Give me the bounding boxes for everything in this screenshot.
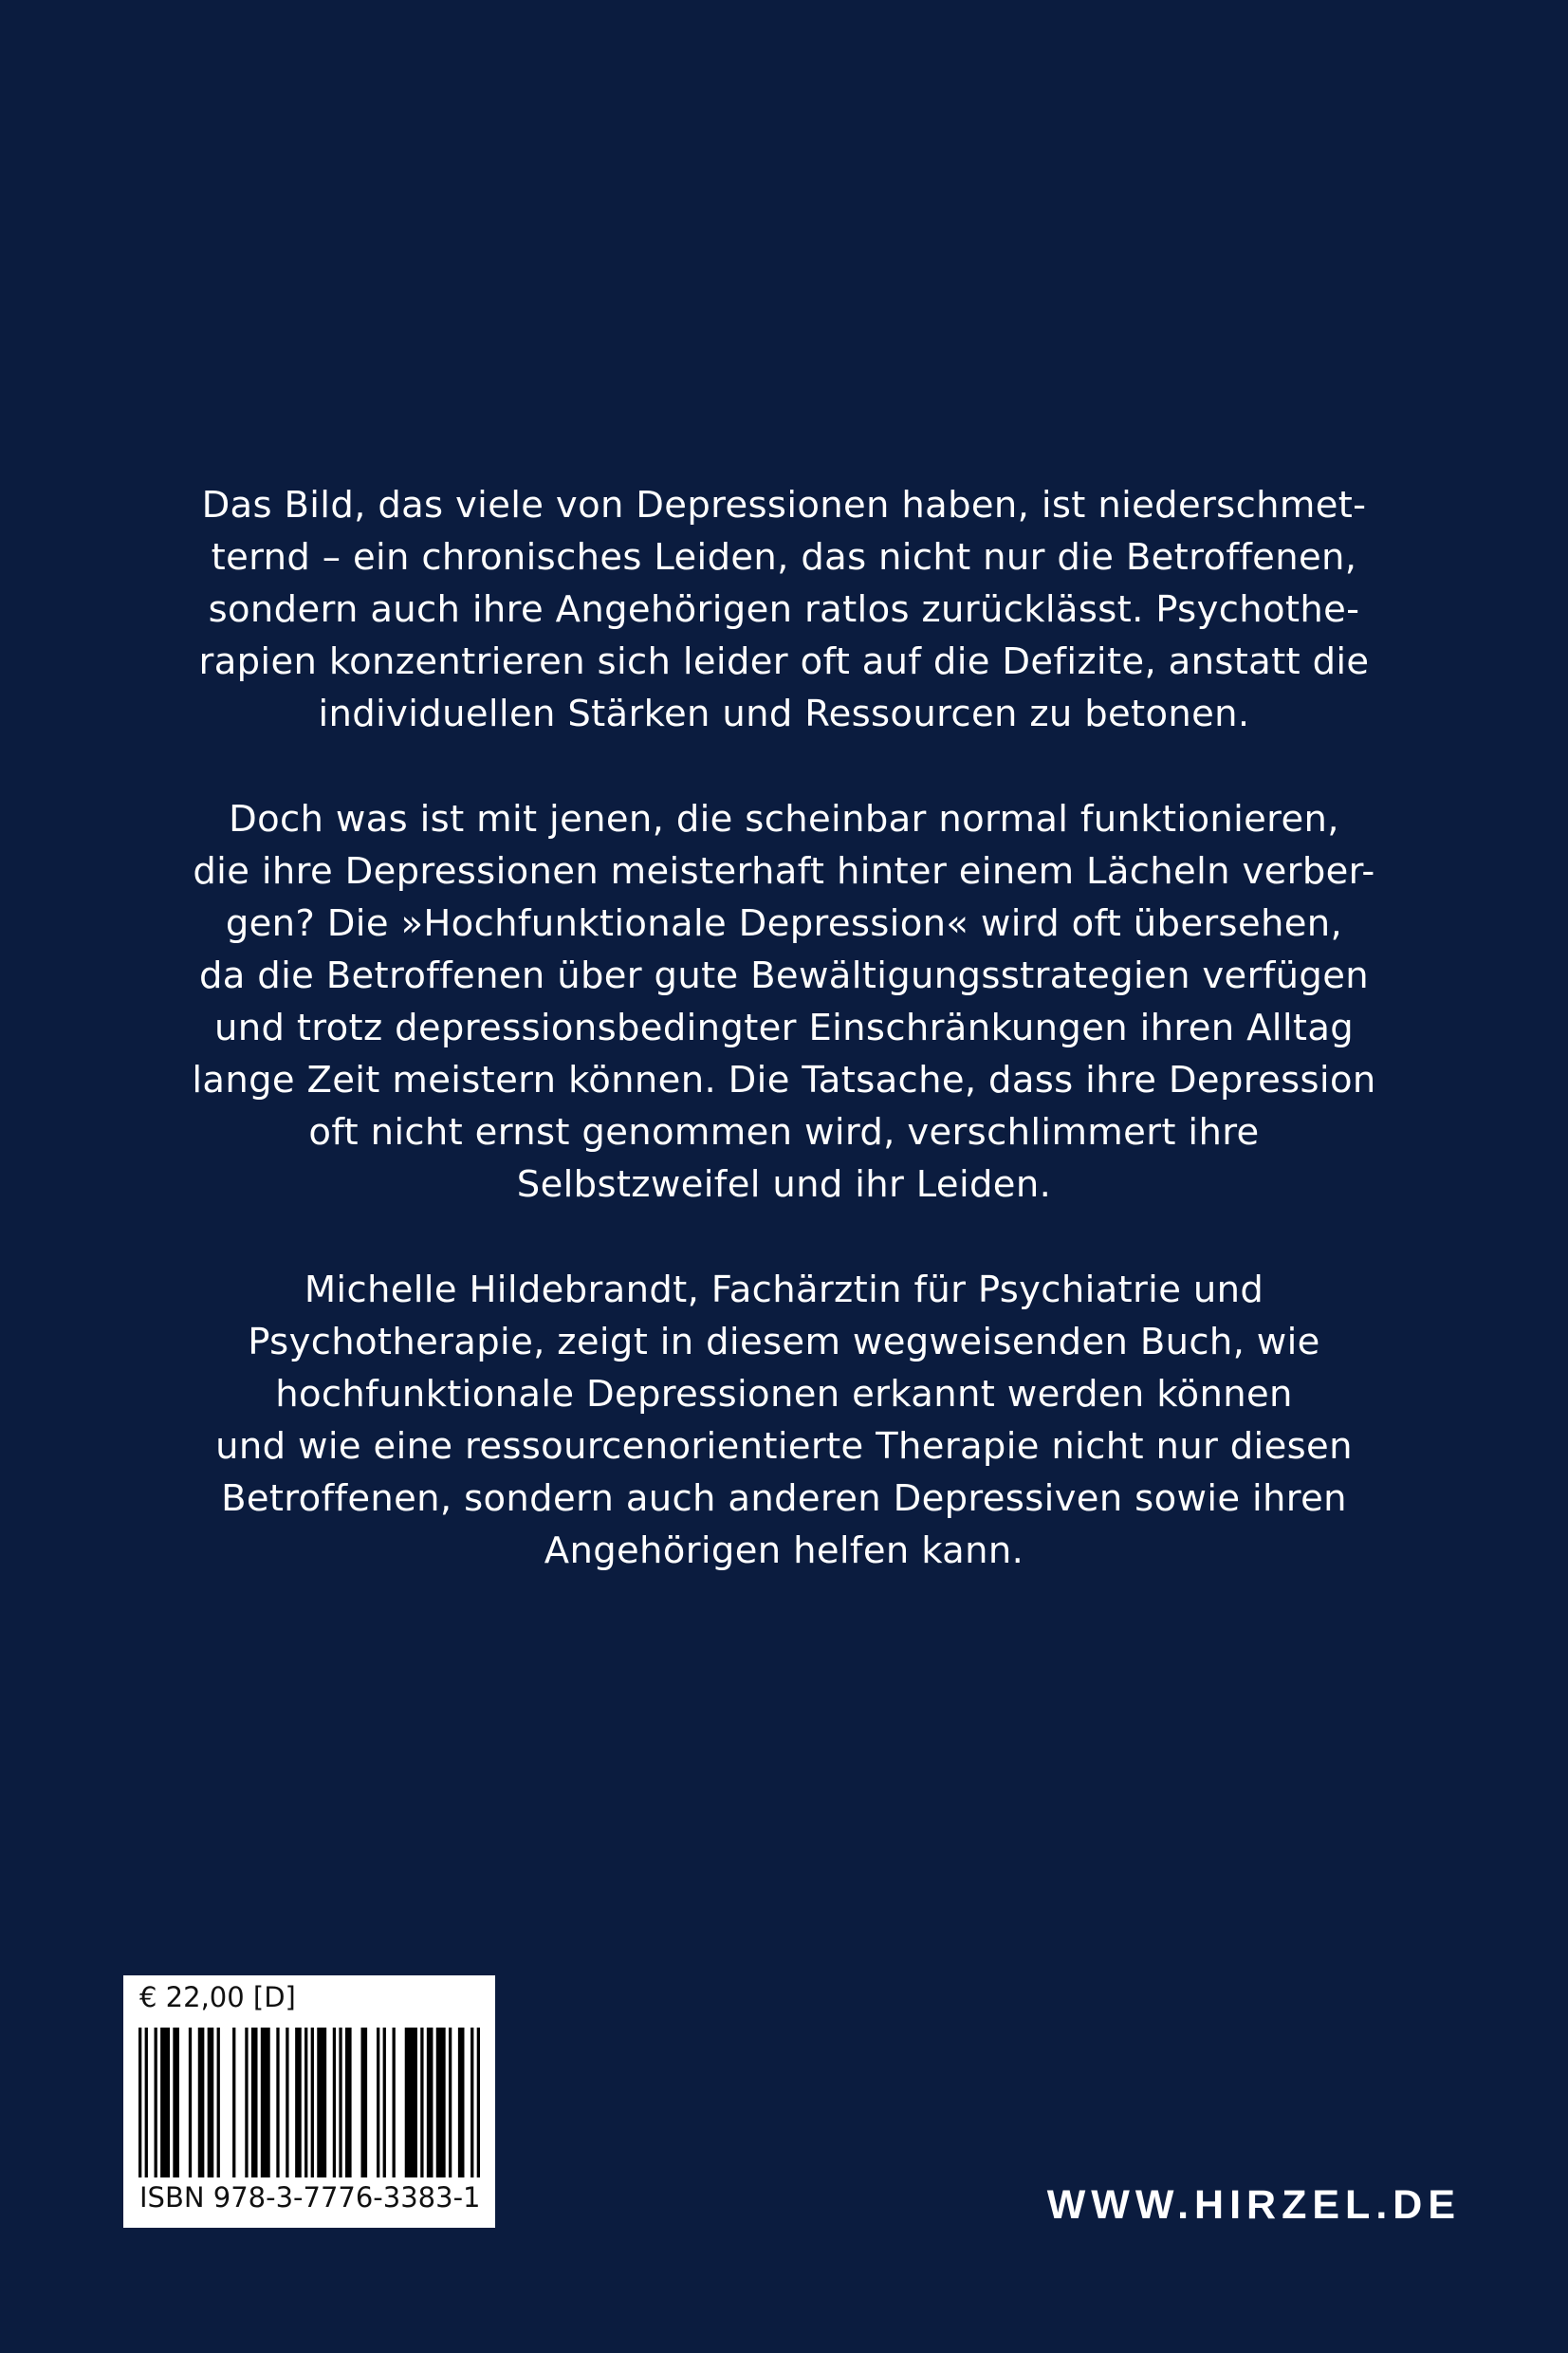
barcode-bar	[261, 2028, 270, 2177]
barcode-bar	[295, 2028, 302, 2177]
barcode-bar	[449, 2028, 452, 2177]
barcode-bar	[138, 2028, 141, 2177]
blurb-line: da die Betroffenen über gute Bewältigungsstrategien verfügen	[198, 954, 1370, 997]
isbn-label: ISBN 978-3-7776-3383-1	[139, 2181, 481, 2214]
barcode-bar	[339, 2028, 341, 2177]
barcode-bar	[361, 2028, 368, 2177]
blurb-line: und wie eine ressourcenorientierte Therapie nicht nur diesen	[215, 1425, 1353, 1468]
price-label: € 22,00 [D]	[139, 1981, 296, 2013]
barcode-bar	[427, 2028, 434, 2177]
barcode-bar	[173, 2028, 179, 2177]
blurb-line: sondern auch ihre Angehörigen ratlos zurücklässt. Psychothe-	[208, 588, 1360, 631]
barcode-bar	[189, 2028, 192, 2177]
blurb-line: die ihre Depressionen meisterhaft hinter einem Lächeln verber-	[193, 850, 1375, 893]
barcode-bar	[232, 2028, 235, 2177]
barcode-bar	[286, 2028, 288, 2177]
blurb-paragraph-1	[114, 479, 1454, 740]
blurb-line: und trotz depressionsbedingter Einschränkungen ihren Alltag	[213, 1007, 1355, 1049]
barcode-bar	[245, 2028, 248, 2177]
barcode-bar	[198, 2028, 205, 2177]
barcode-bar	[251, 2028, 258, 2177]
barcode-bar	[477, 2028, 480, 2177]
barcode-bar	[311, 2028, 314, 2177]
barcode-bar	[383, 2028, 386, 2177]
barcode-bar	[317, 2028, 326, 2177]
blurb-line: Michelle Hildebrandt, Fachärztin für Psychiatrie und	[304, 1269, 1264, 1311]
blurb-line: Selbstzweifel und ihr Leiden.	[516, 1163, 1052, 1206]
barcode-bar	[208, 2028, 214, 2177]
back-cover-blurb	[114, 479, 1454, 1630]
blurb-line: Das Bild, das viele von Depressionen haben, ist niederschmet-	[201, 484, 1367, 527]
blurb-line: Betroffenen, sondern auch anderen Depressiven sowie ihren	[221, 1477, 1347, 1520]
barcode-bar	[405, 2028, 417, 2177]
barcode-bar	[436, 2028, 446, 2177]
blurb-line: Doch was ist mit jenen, die scheinbar normal funktionieren,	[229, 798, 1339, 841]
barcode-bar	[304, 2028, 307, 2177]
blurb-line: oft nicht ernst genommen wird, verschlimmert ihre	[308, 1111, 1260, 1154]
blurb-line: hochfunktionale Depressionen erkannt werden können	[275, 1373, 1293, 1416]
blurb-line: Psychotherapie, zeigt in diesem wegweisenden Buch, wie	[248, 1321, 1320, 1363]
blurb-line: Angehörigen helfen kann.	[544, 1529, 1024, 1572]
barcode-bar	[155, 2028, 157, 2177]
barcode-bar	[276, 2028, 279, 2177]
blurb-line: lange Zeit meistern können. Die Tatsache, dass ihre Depression	[192, 1059, 1376, 1102]
barcode-bar	[160, 2028, 170, 2177]
barcode-bar	[420, 2028, 423, 2177]
barcode-bar	[470, 2028, 473, 2177]
blurb-paragraph-2	[114, 793, 1454, 1211]
barcode-bar	[377, 2028, 379, 2177]
barcode-image	[138, 2028, 480, 2177]
publisher-website: WWW.HIRZEL.DE	[1046, 2182, 1461, 2228]
barcode-bar	[217, 2028, 220, 2177]
blurb-line: individuellen Stärken und Ressourcen zu betonen.	[318, 693, 1250, 735]
barcode-bar	[393, 2028, 396, 2177]
barcode-bar	[345, 2028, 352, 2177]
blurb-line: rapien konzentrieren sich leider oft auf die Defizite, anstatt die	[198, 640, 1370, 683]
barcode-label	[123, 1975, 495, 2228]
blurb-paragraph-3	[114, 1264, 1454, 1577]
barcode-bar	[333, 2028, 336, 2177]
barcode-bar	[145, 2028, 148, 2177]
barcode-bar	[458, 2028, 465, 2177]
blurb-line: ternd – ein chronisches Leiden, das nicht nur die Betroffenen,	[211, 536, 1357, 579]
blurb-line: gen? Die »Hochfunktionale Depression« wird oft übersehen,	[225, 902, 1343, 945]
